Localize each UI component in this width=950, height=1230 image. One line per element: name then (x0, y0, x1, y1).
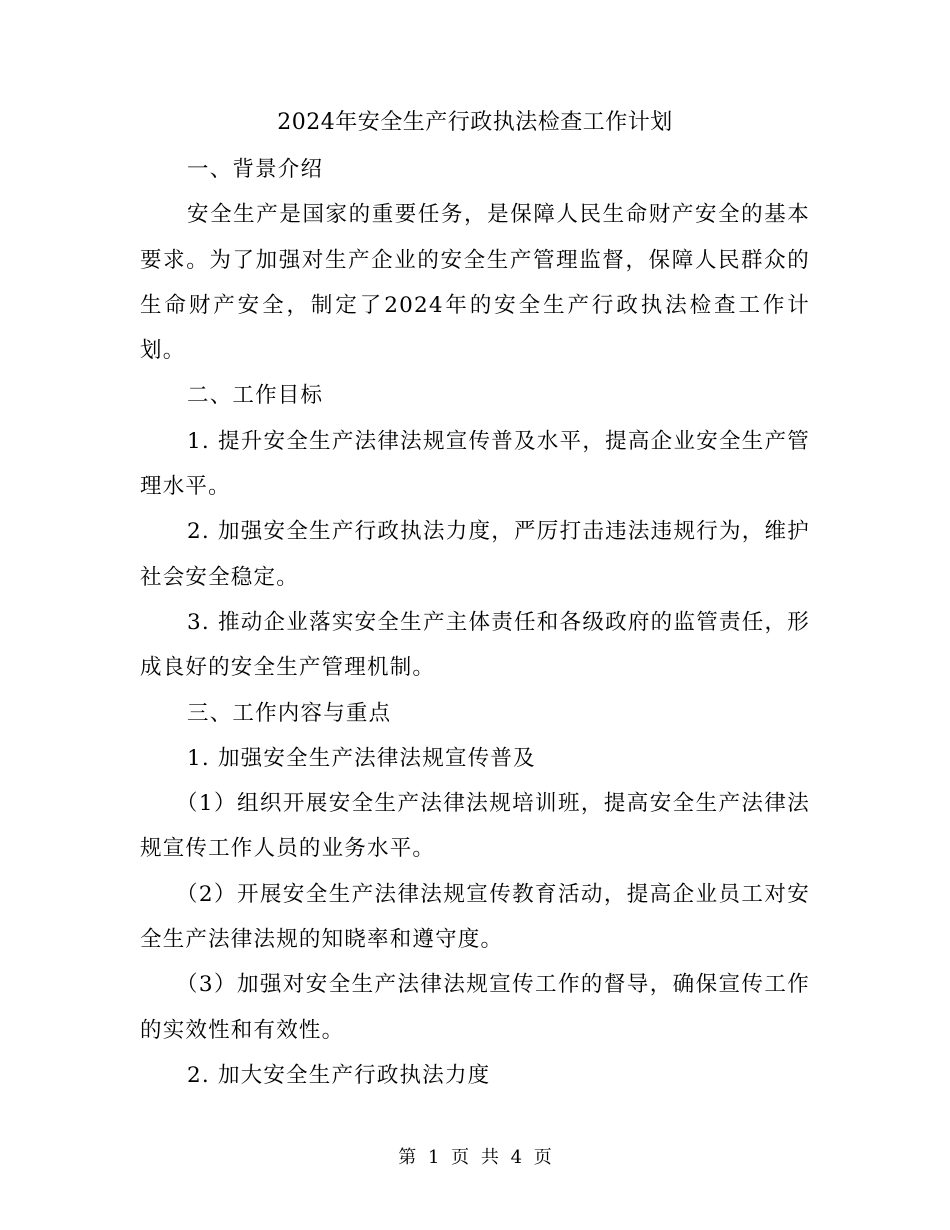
content-subitem-1: （1）组织开展安全生产法律法规培训班，提高安全生产法律法规宣传工作人员的业务水平。 (140, 791, 810, 862)
content-item-2: 2. 加大安全生产行政执法力度 (187, 1062, 491, 1088)
content-subitem-2: （2）开展安全生产法律法规宣传教育活动，提高企业员工对安全生产法律法规的知晓率和遵守度。 (140, 881, 810, 953)
section-heading-content: 三、工作内容与重点 (187, 700, 392, 726)
page-number-footer: 第 1 页 共 4 页 (398, 1147, 552, 1168)
goal-item-1: 1. 提升安全生产法律法规宣传普及水平，提高企业安全生产管理水平。 (140, 428, 810, 500)
goal-item-2: 2. 加强安全生产行政执法力度，严厉打击违法违规行为，维护社会安全稳定。 (140, 519, 810, 590)
document-title: 2024年安全生产行政执法检查工作计划 (277, 110, 673, 135)
paragraph-background: 安全生产是国家的重要任务，是保障人民生命财产安全的基本要求。为了加强对生产企业的安全生产管理监督，保障人民群众的生命财产安全，制定了2024年的安全生产行政执法检查工作计划。 (140, 202, 810, 364)
content-item-1: 1. 加强安全生产法律法规宣传普及 (187, 745, 536, 771)
content-subitem-3: （3）加强对安全生产法律法规宣传工作的督导，确保宣传工作的实效性和有效性。 (140, 972, 810, 1043)
goal-item-3: 3. 推动企业落实安全生产主体责任和各级政府的监管责任，形成良好的安全生产管理机制。 (140, 609, 810, 681)
section-heading-goals: 二、工作目标 (187, 383, 324, 409)
document-body (140, 147, 810, 1098)
section-heading-background: 一、背景介绍 (187, 157, 324, 182)
